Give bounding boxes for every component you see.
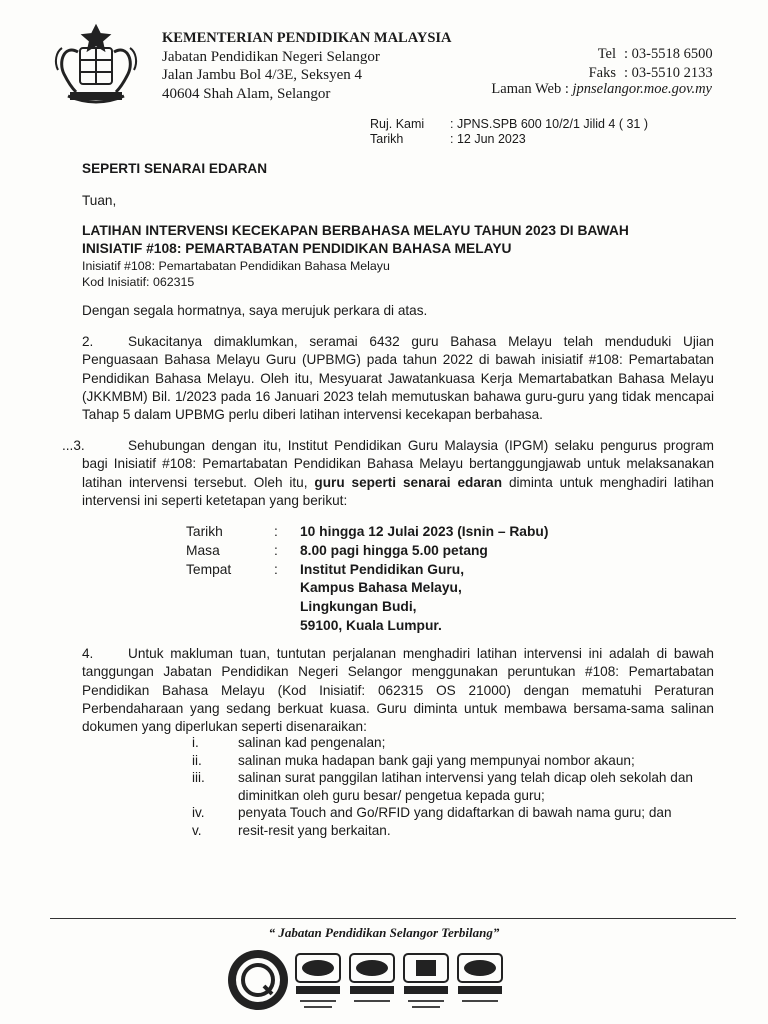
ministry-name: KEMENTERIAN PENDIDIKAN MALAYSIA: [162, 30, 452, 46]
para-3-text-b: diminta untuk menghadiri latihan intervensi ini seperti ketetapan yang berikut:: [82, 474, 714, 508]
list-text: salinan kad pengenalan;: [238, 735, 386, 750]
colon: :: [274, 561, 278, 577]
reference-block: [370, 117, 648, 147]
training-schedule: [186, 523, 548, 636]
para-2: Sukacitanya dimaklumkan, seramai 6432 guru Bahasa Melayu telah menduduki Ujian Penguasaan Bahasa Melayu Guru (UPBMG) pada tahun 2022 di bawah inisiatif #108: Pemartabatan Pendidikan Bahasa Melayu. Oleh itu, Mesyuarat Jawatankuasa Kerja Memartabatkan Bahasa Melayu (JKKMBM) Bil. 1/2023 pada 16 Januari 2023 telah memutuskan bahawa guru-guru yang tidak mencapai Tahap 5 dalam UPBMG perlu diberi latihan intervensi kecekapan berbahasa.: [82, 334, 714, 423]
list-item: [192, 752, 738, 770]
web-label: Laman Web :: [491, 81, 569, 97]
recipient: SEPERTI SENARAI EDARAN: [82, 161, 268, 176]
list-item: [192, 734, 738, 752]
para-3-emphasis: guru seperti senarai edaran: [314, 474, 503, 490]
tel-label: Tel: [597, 46, 616, 62]
list-item: [192, 804, 738, 822]
colon: :: [274, 542, 278, 558]
ref-value: : JPNS.SPB 600 10/2/1 Jilid 4 ( 31 ): [450, 117, 649, 131]
coat-of-arms-logo: [50, 22, 142, 112]
list-number: ii.: [192, 752, 202, 768]
title-line-1: LATIHAN INTERVENSI KECEKAPAN BERBAHASA MELAYU TAHUN 2023 DI BAWAH: [82, 223, 629, 238]
para-3: [82, 437, 714, 510]
para-3-number: ...3.: [62, 438, 85, 453]
tel-value: : 03-5518 6500: [624, 46, 713, 62]
schedule-time-label: Masa: [186, 542, 220, 558]
sirim-cert-icon-3: [404, 954, 448, 1008]
list-text: salinan surat panggilan latihan intervensi yang telah dicap oleh sekolah dan diminitkan oleh guru besar/ pengetua kepada guru;: [238, 770, 693, 803]
footer-motto: “ Jabatan Pendidikan Selangor Terbilang”: [268, 925, 500, 940]
fax-label: Faks: [588, 64, 616, 81]
sirim-cert-icon-4: [458, 954, 502, 1002]
sirim-cert-icon-2: [350, 954, 394, 1002]
para-3-text-a: Sehubungan dengan itu, Institut Pendidikan Guru Malaysia (IPGM) selaku pengurus program bagi Inisiatif #108: Pemartabatan Pendidikan Bahasa Melayu bertanggungjawab untuk melaksanakan latihan intervensi tersebut. Oleh itu,: [82, 438, 714, 490]
list-text: resit-resit yang berkaitan.: [238, 822, 391, 838]
schedule-place-value: [300, 561, 464, 636]
salutation: Tuan,: [82, 193, 117, 208]
initiative-info: [82, 258, 390, 290]
initiative-code: Kod Inisiatif: 062315: [82, 275, 195, 289]
opening-sentence: Dengan segala hormatnya, saya merujuk perkara di atas.: [82, 303, 428, 318]
letterhead-contact: [554, 45, 713, 82]
place-line: Institut Pendidikan Guru,: [300, 561, 465, 577]
letter-title: [82, 222, 722, 258]
footer-divider: [50, 918, 736, 919]
list-item: [192, 769, 738, 804]
place-line: Lingkungan Budi,: [300, 599, 417, 615]
schedule-date-value: 10 hingga 12 Julai 2023 (Isnin – Rabu): [300, 524, 549, 539]
initiative-name: Inisiatif #108: Pemartabatan Pendidikan Bahasa Melayu: [82, 259, 390, 273]
letterhead-address: [162, 29, 452, 103]
list-text: salinan muka hadapan bank gaji yang mempunyai nombor akaun;: [238, 752, 635, 768]
colon: :: [274, 524, 278, 539]
address-line-2: 40604 Shah Alam, Selangor: [162, 85, 331, 102]
certification-logos: [226, 940, 518, 1020]
schedule-date-label: Tarikh: [186, 524, 223, 539]
list-number: i.: [192, 735, 199, 750]
schedule-place-label: Tempat: [186, 561, 232, 577]
list-number: iv.: [192, 805, 205, 821]
list-item: [192, 822, 738, 840]
para-2-number: 2.: [82, 334, 94, 349]
ref-label: Ruj. Kami: [370, 117, 425, 131]
list-number: v.: [192, 822, 202, 838]
web-value[interactable]: jpnselangor.moe.gov.my: [572, 81, 712, 97]
place-line: 59100, Kuala Lumpur.: [300, 617, 442, 633]
para-4: Untuk makluman tuan, tuntutan perjalanan menghadiri latihan intervensi ini adalah di bawah tanggungan Jabatan Pendidikan Negeri Selangor menggunakan peruntukan #108: Pemartabatan Pendidikan Bahasa Melayu (Kod Inisiatif: 062315 OS 21000) dengan mematuhi Peraturan Perbendaharaan yang sedang berkuat kuasa. Guru diminta untuk membawa bersama-sama salinan dokumen yang diperlukan seperti disenaraikan:: [82, 646, 714, 735]
list-text: penyata Touch and Go/RFID yang didaftarkan di bawah nama guru; dan: [238, 805, 672, 821]
address-line-1: Jalan Jambu Bol 4/3E, Seksyen 4: [162, 67, 362, 83]
schedule-time-value: 8.00 pagi hingga 5.00 petang: [300, 542, 488, 558]
para-4-number: 4.: [82, 646, 94, 661]
date-value: : 12 Jun 2023: [450, 132, 526, 146]
department-name: Jabatan Pendidikan Negeri Selangor: [162, 48, 380, 65]
sirim-cert-icon-1: [296, 954, 340, 1008]
list-number: iii.: [192, 770, 205, 786]
quality-seal-icon: [228, 950, 288, 1010]
date-label: Tarikh: [370, 132, 404, 146]
fax-value: : 03-5510 2133: [624, 64, 713, 81]
place-line: Kampus Bahasa Melayu,: [300, 580, 462, 596]
documents-list: [192, 734, 738, 840]
letterhead-website: [491, 81, 712, 98]
title-line-2: INISIATIF #108: PEMARTABATAN PENDIDIKAN BAHASA MELAYU: [82, 241, 512, 256]
